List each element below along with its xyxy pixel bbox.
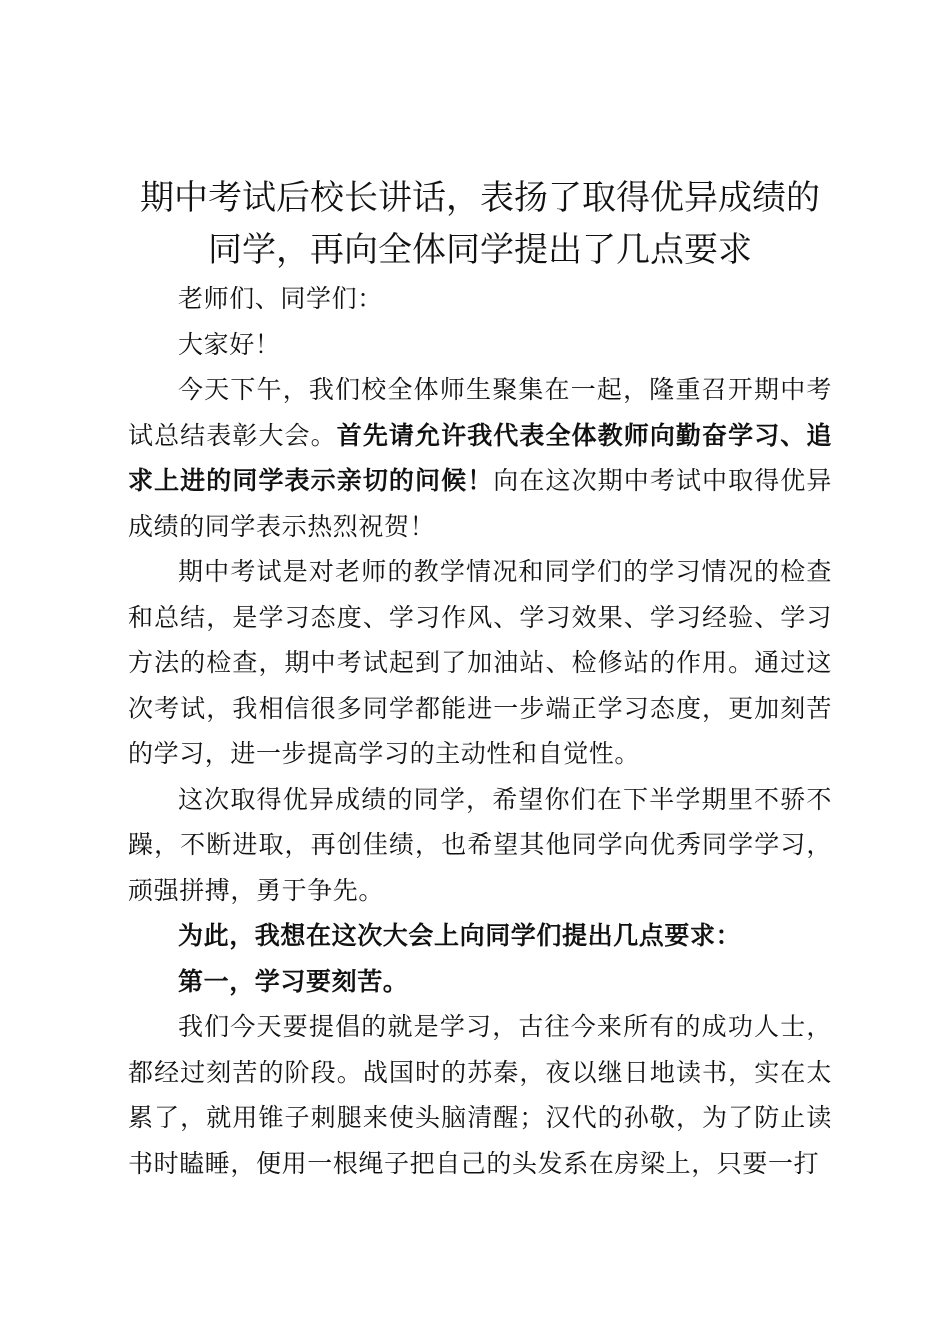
paragraph-requirements-intro: 为此，我想在这次大会上向同学们提出几点要求：: [178, 921, 742, 950]
opening-bold-text: 首先请允许我代表全体教师向勤奋学习、追求上进的同学表示亲切的问候！: [128, 420, 832, 495]
paragraph-study-hard: 我们今天要提倡的就是学习，古往今来所有的成功人士，都经过刻苦的阶段。战国时的苏秦，夜以继日地读书，实在太累了，就用锥子刺腿来使头脑清醒；汉代的孙敬，为了防止读书时瞌睡，便用一根绳子把自己的头发系在房梁上，只要一打: [128, 1012, 832, 1178]
title-line-1: 期中考试后校长讲话，表扬了取得优异成绩的: [140, 178, 820, 218]
title-line-2: 同学，再向全体同学提出了几点要求: [208, 230, 752, 270]
opening-text: 今天下午，我们校全体师生聚集在一起，隆重召开期中考试总结表彰大会。: [128, 375, 832, 450]
heading-first-requirement: 第一，学习要刻苦。: [178, 966, 409, 996]
document-body: [128, 276, 832, 1186]
opening-congrats-text: 向在这次期中考试中取得优异成绩的同学表示热烈祝贺！: [128, 466, 832, 541]
paragraph-encouragement: 这次取得优异成绩的同学，希望你们在下半学期里不骄不躁，不断进取，再创佳绩，也希望其他同学向优秀同学学习，顽强拼搏，勇于争先。: [128, 784, 832, 905]
paragraph-exam-purpose: 期中考试是对老师的教学情况和同学们的学习情况的检查和总结，是学习态度、学习作风、学习效果、学习经验、学习方法的检查，期中考试起到了加油站、检修站的作用。通过这次考试，我相信很多同学都能进一步端正学习态度，更加刻苦的学习，进一步提高学习的主动性和自觉性。: [128, 557, 832, 768]
greeting: 大家好！: [178, 329, 281, 359]
document-title: [110, 172, 850, 276]
salutation: 老师们、同学们：: [178, 284, 383, 313]
paragraph-opening: [128, 367, 832, 549]
